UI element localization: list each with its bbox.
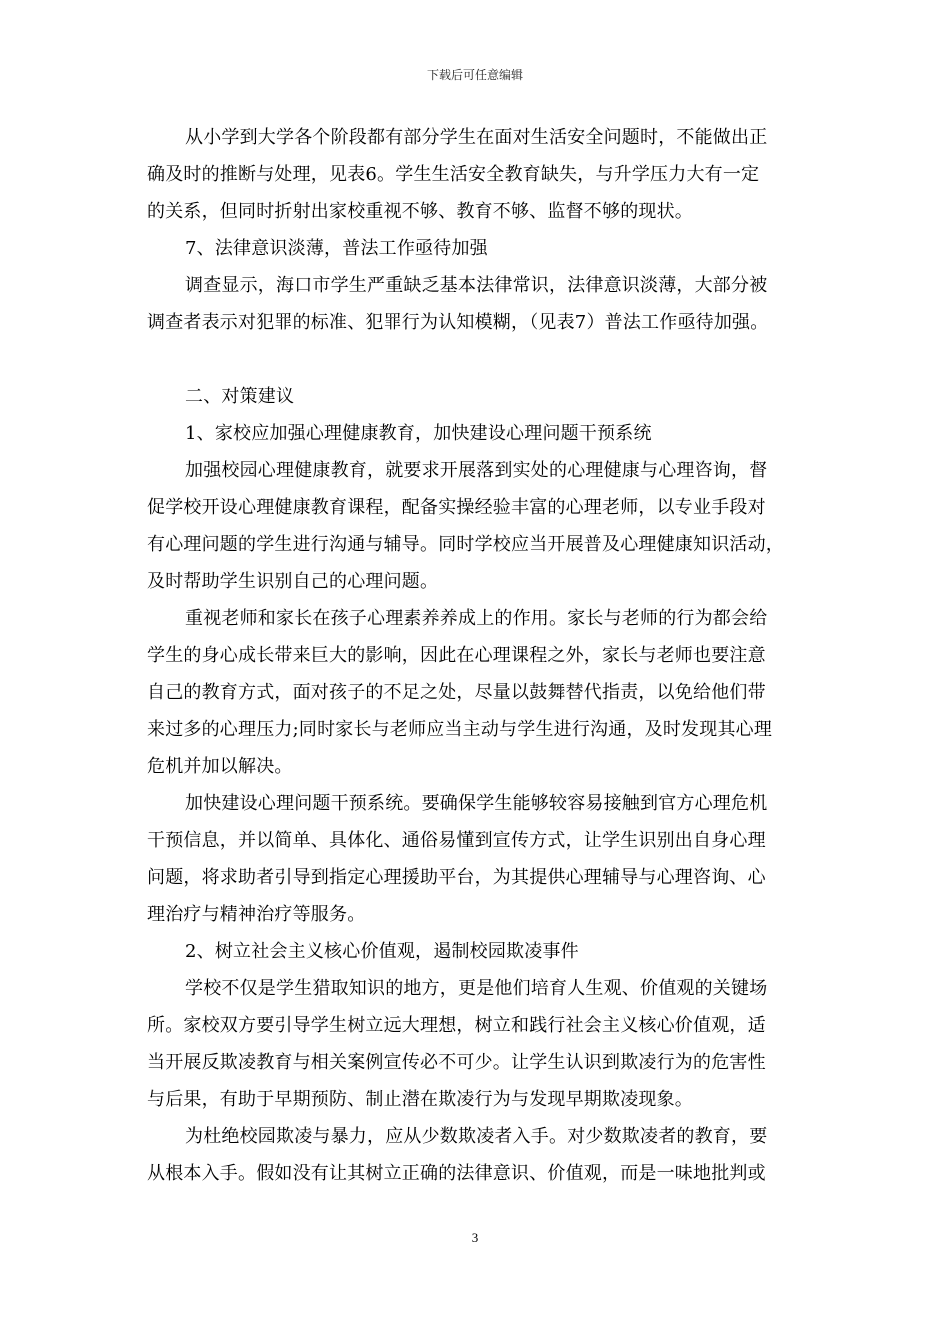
paragraph-line: 及时帮助学生识别自己的心理问题。	[147, 571, 439, 592]
paragraph-line: 干预信息，并以简单、具体化、通俗易懂到宣传方式，让学生识别出自身心理	[147, 830, 766, 851]
paragraph-line: 来过多的心理压力;同时家长与老师应当主动与学生进行沟通，及时发现其心理	[147, 719, 773, 740]
paragraph-line: 调查者表示对犯罪的标准、犯罪行为认知模糊，（见表7）普法工作亟待加强。	[147, 312, 769, 333]
paragraph-line: 的关系，但同时折射出家校重视不够、教育不够、监督不够的现状。	[147, 201, 693, 222]
paragraph	[147, 785, 817, 933]
paragraph-line: 从小学到大学各个阶段都有部分学生在面对生活安全问题时，不能做出正	[185, 127, 768, 148]
paragraph	[147, 452, 817, 600]
paragraph-line: 从根本入手。假如没有让其树立正确的法律意识、价值观，而是一味地批判或	[147, 1163, 766, 1184]
section-heading: 1、家校应加强心理健康教育，加快建设心理问题干预系统	[185, 423, 652, 444]
paragraph	[147, 1118, 817, 1192]
paragraph	[147, 600, 817, 785]
paragraph	[147, 970, 817, 1118]
document-body	[147, 119, 817, 1192]
blank-line	[147, 341, 817, 378]
paragraph-line: 促学校开设心理健康教育课程，配备实操经验丰富的心理老师，以专业手段对	[147, 497, 766, 518]
paragraph-line: 理治疗与精神治疗等服务。	[147, 904, 366, 925]
paragraph	[147, 119, 817, 230]
paragraph-line: 有心理问题的学生进行沟通与辅导。同时学校应当开展普及心理健康知识活动，	[147, 534, 784, 555]
section-heading: 7、法律意识淡薄，普法工作亟待加强	[185, 238, 488, 259]
paragraph-line: 学生的身心成长带来巨大的影响，因此在心理课程之外，家长与老师也要注意	[147, 645, 766, 666]
paragraph-line: 危机并加以解决。	[147, 756, 293, 777]
section-heading: 2、树立社会主义核心价值观，遏制校园欺凌事件	[185, 941, 579, 962]
page-number: 3	[471, 1230, 479, 1245]
paragraph-line: 调查显示，海口市学生严重缺乏基本法律常识，法律意识淡薄，大部分被	[185, 275, 768, 296]
paragraph-line: 自己的教育方式，面对孩子的不足之处，尽量以鼓舞替代指责，以免给他们带	[147, 682, 766, 703]
paragraph-line: 重视老师和家长在孩子心理素养养成上的作用。家长与老师的行为都会给	[185, 608, 768, 629]
paragraph-line: 学校不仅是学生猎取知识的地方，更是他们培育人生观、价值观的关键场	[185, 978, 768, 999]
paragraph-line: 问题，将求助者引导到指定心理援助平台，为其提供心理辅导与心理咨询、心	[147, 867, 766, 888]
paragraph-line: 确及时的推断与处理，见表6。学生生活安全教育缺失，与升学压力大有一定	[147, 164, 760, 185]
paragraph-line: 与后果，有助于早期预防、制止潜在欺凌行为与发现早期欺凌现象。	[147, 1089, 693, 1110]
section-heading: 二、对策建议	[185, 386, 295, 407]
paragraph-line: 加强校园心理健康教育，就要求开展落到实处的心理健康与心理咨询，督	[185, 460, 768, 481]
paragraph-line: 所。家校双方要引导学生树立远大理想，树立和践行社会主义核心价值观，适	[147, 1015, 766, 1036]
page-header: 下载后可任意编辑	[426, 68, 523, 82]
paragraph-line: 加快建设心理问题干预系统。要确保学生能够较容易接触到官方心理危机	[185, 793, 768, 814]
paragraph	[147, 267, 817, 341]
paragraph-line: 为杜绝校园欺凌与暴力，应从少数欺凌者入手。对少数欺凌者的教育，要	[185, 1126, 768, 1147]
paragraph-line: 当开展反欺凌教育与相关案例宣传必不可少。让学生认识到欺凌行为的危害性	[147, 1052, 766, 1073]
